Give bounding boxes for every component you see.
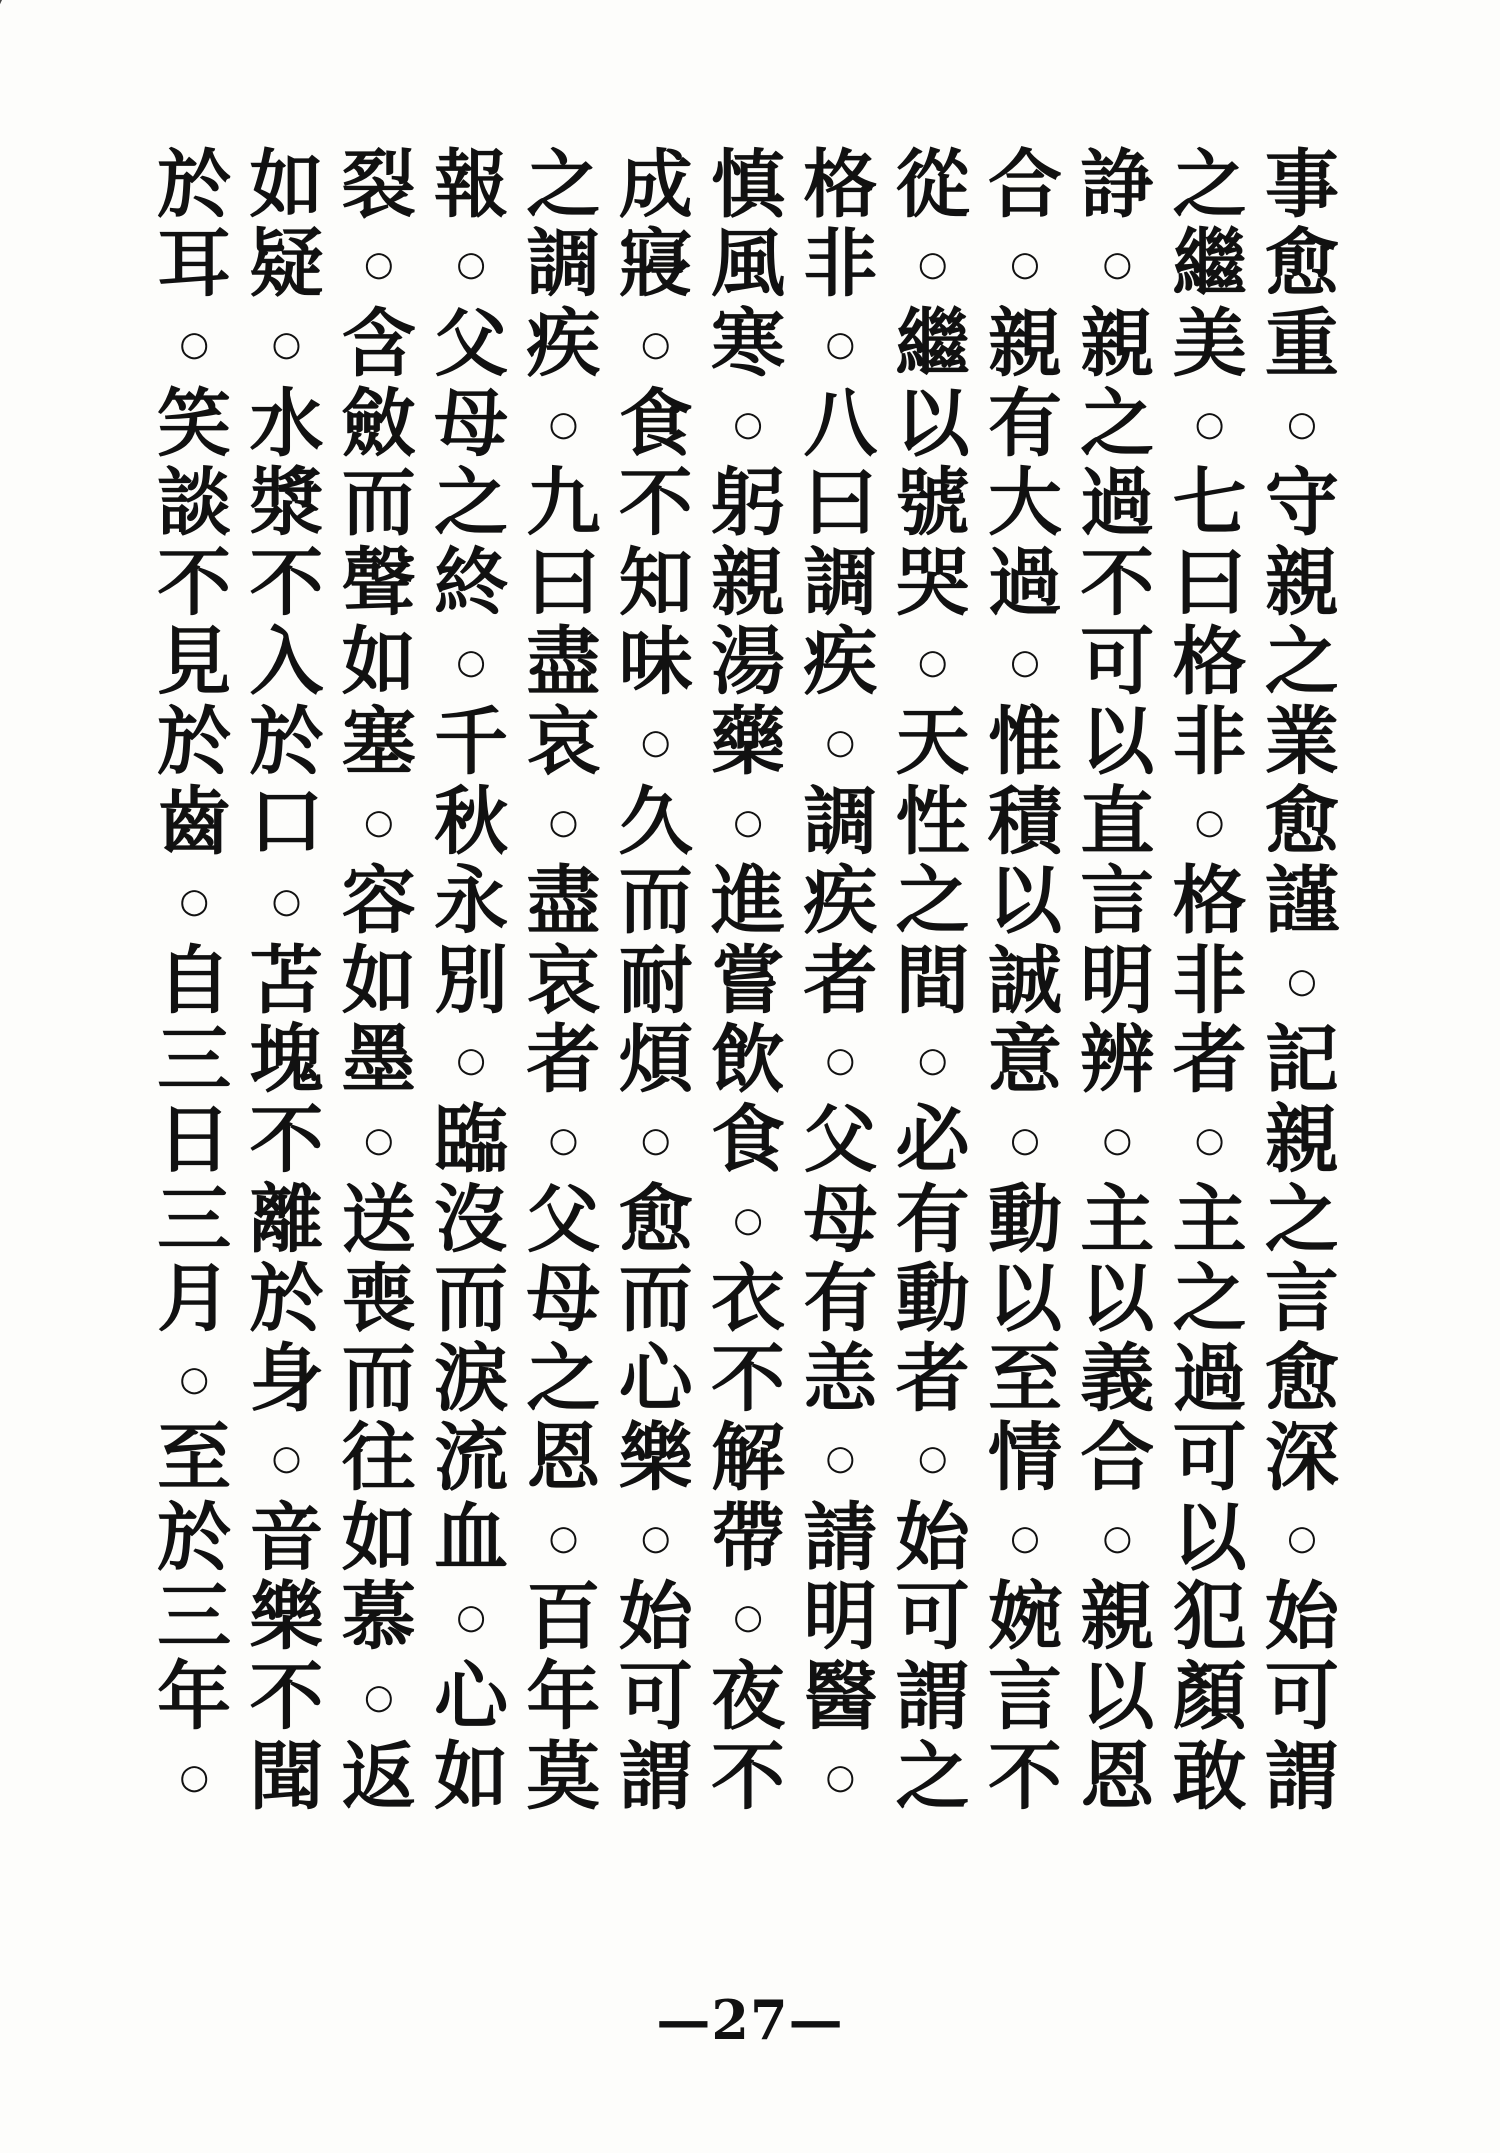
- character: 心: [434, 1654, 509, 1741]
- character: 哭: [895, 539, 970, 626]
- character: 苫: [249, 937, 324, 1024]
- character: 寒: [711, 300, 786, 387]
- text-row: [148, 1176, 1348, 1263]
- character: 明: [803, 1574, 878, 1661]
- character: 父: [526, 1176, 601, 1263]
- character: 守: [1264, 460, 1339, 547]
- character: 不: [249, 1654, 324, 1741]
- character: 可: [618, 1654, 693, 1741]
- character: 以: [1080, 698, 1155, 785]
- character: 成: [618, 141, 693, 228]
- character: 樂: [249, 1574, 324, 1661]
- character: 躬: [711, 460, 786, 547]
- character: 容: [341, 858, 416, 945]
- character: 含: [341, 300, 416, 387]
- character: 以: [1172, 1494, 1247, 1581]
- character: 自: [157, 937, 232, 1024]
- punctuation-mark: ○: [179, 323, 209, 364]
- character: 者: [803, 937, 878, 1024]
- punctuation-mark: ○: [733, 1597, 763, 1638]
- character: 口: [249, 778, 324, 865]
- character: 心: [618, 1335, 693, 1422]
- text-row: [148, 1415, 1348, 1502]
- character: 繼: [895, 300, 970, 387]
- character: 音: [249, 1494, 324, 1581]
- character: 聲: [341, 539, 416, 626]
- character: 墨: [341, 1017, 416, 1104]
- character: 笑: [157, 380, 232, 467]
- character: 辨: [1080, 1017, 1155, 1104]
- character: 進: [711, 858, 786, 945]
- character: 三: [157, 1574, 232, 1661]
- page-corner-mark: [0, 0, 16, 22]
- character: 之: [895, 1733, 970, 1820]
- character: 食: [711, 1096, 786, 1183]
- text-row: [148, 300, 1348, 387]
- punctuation-mark: ○: [456, 1597, 486, 1638]
- character: 九: [526, 460, 601, 547]
- character: 大: [987, 460, 1062, 547]
- punctuation-mark: ○: [733, 1199, 763, 1240]
- punctuation-mark: ○: [917, 244, 948, 285]
- character: 如: [341, 1494, 416, 1581]
- character: 耳: [157, 221, 232, 308]
- character: 流: [434, 1415, 509, 1502]
- character: 三: [157, 1176, 232, 1263]
- character: 慎: [711, 141, 786, 228]
- punctuation-mark: ○: [733, 403, 763, 444]
- character: 疑: [249, 221, 324, 308]
- character: 疾: [803, 858, 878, 945]
- character: 煩: [618, 1017, 693, 1104]
- character: 別: [434, 937, 509, 1024]
- text-row: [148, 380, 1348, 467]
- text-row: [148, 1335, 1348, 1422]
- text-row: [148, 619, 1348, 706]
- text-row: [148, 858, 1348, 945]
- punctuation-mark: ○: [456, 244, 486, 285]
- character: 美: [1172, 300, 1247, 387]
- character: 親: [1080, 300, 1155, 387]
- character: 而: [341, 1335, 416, 1422]
- text-row: [148, 539, 1348, 626]
- punctuation-mark: ○: [548, 1517, 579, 1558]
- character: 而: [618, 858, 693, 945]
- character: 請: [803, 1494, 878, 1581]
- character: 謂: [895, 1654, 970, 1741]
- character: 以: [987, 1256, 1062, 1343]
- character: 恩: [1080, 1733, 1155, 1820]
- punctuation-mark: ○: [179, 1358, 209, 1399]
- character: 於: [157, 1494, 232, 1581]
- character: 以: [1080, 1256, 1155, 1343]
- punctuation-mark: ○: [640, 721, 671, 762]
- character: 繼: [1172, 221, 1247, 308]
- punctuation-mark: ○: [456, 1040, 486, 1081]
- punctuation-mark: ○: [917, 1438, 948, 1479]
- character: 非: [1172, 698, 1247, 785]
- character: 而: [618, 1256, 693, 1343]
- character: 知: [618, 539, 693, 626]
- character: 可: [1080, 619, 1155, 706]
- character: 莫: [526, 1733, 601, 1820]
- punctuation-mark: ○: [1010, 642, 1040, 683]
- punctuation-mark: ○: [640, 323, 671, 364]
- character: 如: [341, 937, 416, 1024]
- character: 哀: [526, 698, 601, 785]
- character: 不: [249, 1096, 324, 1183]
- character: 親: [987, 300, 1062, 387]
- character: 者: [895, 1335, 970, 1422]
- character: 始: [1264, 1574, 1339, 1661]
- punctuation-mark: ○: [640, 1119, 671, 1160]
- punctuation-mark: ○: [1287, 960, 1317, 1001]
- character: 動: [987, 1176, 1062, 1263]
- character: 始: [895, 1494, 970, 1581]
- character: 直: [1080, 778, 1155, 865]
- character: 而: [341, 460, 416, 547]
- character: 非: [803, 221, 878, 308]
- character: 業: [1264, 698, 1339, 785]
- character: 報: [434, 141, 509, 228]
- page-number: —27—: [656, 1988, 844, 2052]
- character: 婉: [987, 1574, 1062, 1661]
- character: 父: [434, 300, 509, 387]
- punctuation-mark: ○: [548, 1119, 579, 1160]
- punctuation-mark: ○: [271, 881, 302, 922]
- punctuation-mark: ○: [1194, 801, 1225, 842]
- character: 離: [249, 1176, 324, 1263]
- character: 有: [987, 380, 1062, 467]
- character: 合: [987, 141, 1062, 228]
- character: 臨: [434, 1096, 509, 1183]
- character: 永: [434, 858, 509, 945]
- punctuation-mark: ○: [825, 1756, 856, 1797]
- character: 不: [618, 460, 693, 547]
- character: 不: [157, 539, 232, 626]
- punctuation-mark: ○: [363, 1677, 394, 1718]
- character: 飲: [711, 1017, 786, 1104]
- character: 號: [895, 460, 970, 547]
- punctuation-mark: ○: [733, 801, 763, 842]
- character: 日: [157, 1096, 232, 1183]
- character: 主: [1080, 1176, 1155, 1263]
- character: 之: [526, 1335, 601, 1422]
- character: 母: [434, 380, 509, 467]
- punctuation-mark: ○: [271, 1438, 302, 1479]
- character: 疾: [526, 300, 601, 387]
- character: 明: [1080, 937, 1155, 1024]
- character: 父: [803, 1096, 878, 1183]
- character: 之: [895, 858, 970, 945]
- punctuation-mark: ○: [363, 801, 394, 842]
- character: 格: [1172, 619, 1247, 706]
- text-row: [148, 141, 1348, 228]
- character: 慕: [341, 1574, 416, 1661]
- character: 過: [987, 539, 1062, 626]
- character: 淚: [434, 1335, 509, 1422]
- text-row: [148, 778, 1348, 865]
- character: 齒: [157, 778, 232, 865]
- punctuation-mark: ○: [825, 721, 856, 762]
- punctuation-mark: ○: [456, 642, 486, 683]
- character: 年: [157, 1654, 232, 1741]
- character: 愈: [1264, 1335, 1339, 1422]
- character: 返: [341, 1733, 416, 1820]
- punctuation-mark: ○: [1102, 1119, 1133, 1160]
- character: 之: [434, 460, 509, 547]
- character: 身: [249, 1335, 324, 1422]
- character: 水: [249, 380, 324, 467]
- character: 從: [895, 141, 970, 228]
- character: 調: [803, 778, 878, 865]
- character: 顏: [1172, 1654, 1247, 1741]
- punctuation-mark: ○: [179, 881, 209, 922]
- punctuation-mark: ○: [1102, 1517, 1133, 1558]
- character: 塞: [341, 698, 416, 785]
- character: 記: [1264, 1017, 1339, 1104]
- character: 至: [987, 1335, 1062, 1422]
- punctuation-mark: ○: [1287, 403, 1317, 444]
- text-row: [148, 1096, 1348, 1183]
- character: 百: [526, 1574, 601, 1661]
- character: 者: [526, 1017, 601, 1104]
- character: 以: [895, 380, 970, 467]
- character: 恩: [526, 1415, 601, 1502]
- character: 見: [157, 619, 232, 706]
- character: 久: [618, 778, 693, 865]
- character: 言: [1264, 1256, 1339, 1343]
- character: 終: [434, 539, 509, 626]
- character: 親: [1080, 1574, 1155, 1661]
- punctuation-mark: ○: [1010, 1517, 1040, 1558]
- text-row: [148, 1256, 1348, 1343]
- punctuation-mark: ○: [363, 244, 394, 285]
- character: 過: [1172, 1335, 1247, 1422]
- character: 調: [803, 539, 878, 626]
- punctuation-mark: ○: [363, 1119, 394, 1160]
- character: 母: [803, 1176, 878, 1263]
- punctuation-mark: ○: [1194, 1119, 1225, 1160]
- punctuation-mark: ○: [1010, 1119, 1040, 1160]
- character: 間: [895, 937, 970, 1024]
- character: 而: [434, 1256, 509, 1343]
- character: 談: [157, 460, 232, 547]
- text-row: [148, 1654, 1348, 1741]
- character: 於: [249, 1256, 324, 1343]
- character: 母: [526, 1256, 601, 1343]
- character: 之: [1080, 380, 1155, 467]
- character: 可: [895, 1574, 970, 1661]
- character: 惟: [987, 698, 1062, 785]
- character: 入: [249, 619, 324, 706]
- character: 有: [803, 1256, 878, 1343]
- character: 之: [1264, 619, 1339, 706]
- character: 敢: [1172, 1733, 1247, 1820]
- text-block: [148, 141, 1348, 1820]
- punctuation-mark: ○: [548, 801, 579, 842]
- character: 恙: [803, 1335, 878, 1422]
- character: 言: [987, 1654, 1062, 1741]
- character: 帶: [711, 1494, 786, 1581]
- character: 風: [711, 221, 786, 308]
- character: 於: [157, 141, 232, 228]
- character: 往: [341, 1415, 416, 1502]
- character: 謂: [618, 1733, 693, 1820]
- character: 三: [157, 1017, 232, 1104]
- character: 愈: [618, 1176, 693, 1263]
- character: 以: [1080, 1654, 1155, 1741]
- character: 義: [1080, 1335, 1155, 1422]
- character: 盡: [526, 619, 601, 706]
- character: 諍: [1080, 141, 1155, 228]
- punctuation-mark: ○: [825, 323, 856, 364]
- character: 秋: [434, 778, 509, 865]
- punctuation-mark: ○: [1194, 403, 1225, 444]
- text-row: [148, 937, 1348, 1024]
- character: 性: [895, 778, 970, 865]
- character: 愈: [1264, 221, 1339, 308]
- character: 親: [1264, 539, 1339, 626]
- text-row: [148, 1494, 1348, 1581]
- character: 曰: [803, 460, 878, 547]
- punctuation-mark: ○: [179, 1756, 209, 1797]
- punctuation-mark: ○: [917, 1040, 948, 1081]
- punctuation-mark: ○: [825, 1040, 856, 1081]
- character: 夜: [711, 1654, 786, 1741]
- character: 盡: [526, 858, 601, 945]
- character: 格: [1172, 858, 1247, 945]
- character: 血: [434, 1494, 509, 1581]
- character: 耐: [618, 937, 693, 1024]
- character: 謂: [1264, 1733, 1339, 1820]
- character: 非: [1172, 937, 1247, 1024]
- character: 湯: [711, 619, 786, 706]
- character: 犯: [1172, 1574, 1247, 1661]
- punctuation-mark: ○: [548, 403, 579, 444]
- character: 之: [1264, 1176, 1339, 1263]
- character: 裂: [341, 141, 416, 228]
- punctuation-mark: ○: [825, 1438, 856, 1479]
- character: 愈: [1264, 778, 1339, 865]
- character: 喪: [341, 1256, 416, 1343]
- character: 主: [1172, 1176, 1247, 1263]
- character: 動: [895, 1256, 970, 1343]
- character: 於: [157, 698, 232, 785]
- character: 可: [1172, 1415, 1247, 1502]
- character: 曰: [1172, 539, 1247, 626]
- character: 藥: [711, 698, 786, 785]
- text-row: [148, 1574, 1348, 1661]
- character: 八: [803, 380, 878, 467]
- character: 情: [987, 1415, 1062, 1502]
- character: 誠: [987, 937, 1062, 1024]
- character: 可: [1264, 1654, 1339, 1741]
- character: 親: [1264, 1096, 1339, 1183]
- character: 至: [157, 1415, 232, 1502]
- character: 食: [618, 380, 693, 467]
- character: 深: [1264, 1415, 1339, 1502]
- character: 謹: [1264, 858, 1339, 945]
- character: 曰: [526, 539, 601, 626]
- punctuation-mark: ○: [1287, 1517, 1317, 1558]
- character: 格: [803, 141, 878, 228]
- character: 不: [987, 1733, 1062, 1820]
- character: 千: [434, 698, 509, 785]
- character: 年: [526, 1654, 601, 1741]
- character: 如: [249, 141, 324, 228]
- character: 親: [711, 539, 786, 626]
- punctuation-mark: ○: [271, 323, 302, 364]
- text-row: [148, 221, 1348, 308]
- character: 送: [341, 1176, 416, 1263]
- character: 嘗: [711, 937, 786, 1024]
- character: 必: [895, 1096, 970, 1183]
- character: 解: [711, 1415, 786, 1502]
- character: 以: [987, 858, 1062, 945]
- character: 樂: [618, 1415, 693, 1502]
- character: 塊: [249, 1017, 324, 1104]
- character: 沒: [434, 1176, 509, 1263]
- character: 過: [1080, 460, 1155, 547]
- character: 七: [1172, 460, 1247, 547]
- character: 於: [249, 698, 324, 785]
- character: 醫: [803, 1654, 878, 1741]
- character: 調: [526, 221, 601, 308]
- character: 始: [618, 1574, 693, 1661]
- character: 不: [711, 1733, 786, 1820]
- character: 月: [157, 1256, 232, 1343]
- character: 不: [249, 539, 324, 626]
- character: 者: [1172, 1017, 1247, 1104]
- character: 之: [1172, 141, 1247, 228]
- character: 斂: [341, 380, 416, 467]
- character: 天: [895, 698, 970, 785]
- character: 味: [618, 619, 693, 706]
- character: 哀: [526, 937, 601, 1024]
- punctuation-mark: ○: [640, 1517, 671, 1558]
- punctuation-mark: ○: [1102, 244, 1133, 285]
- character: 寢: [618, 221, 693, 308]
- character: 聞: [249, 1733, 324, 1820]
- character: 如: [341, 619, 416, 706]
- character: 如: [434, 1733, 509, 1820]
- punctuation-mark: ○: [1010, 244, 1040, 285]
- character: 之: [526, 141, 601, 228]
- text-row: [148, 698, 1348, 785]
- character: 漿: [249, 460, 324, 547]
- character: 有: [895, 1176, 970, 1263]
- character: 積: [987, 778, 1062, 865]
- character: 意: [987, 1017, 1062, 1104]
- character: 合: [1080, 1415, 1155, 1502]
- character: 衣: [711, 1256, 786, 1343]
- text-row: [148, 460, 1348, 547]
- text-row: [148, 1733, 1348, 1820]
- character: 言: [1080, 858, 1155, 945]
- character: 不: [711, 1335, 786, 1422]
- text-row: [148, 1017, 1348, 1104]
- character: 重: [1264, 300, 1339, 387]
- character: 事: [1264, 141, 1339, 228]
- punctuation-mark: ○: [917, 642, 948, 683]
- character: 之: [1172, 1256, 1247, 1343]
- character: 不: [1080, 539, 1155, 626]
- character: 疾: [803, 619, 878, 706]
